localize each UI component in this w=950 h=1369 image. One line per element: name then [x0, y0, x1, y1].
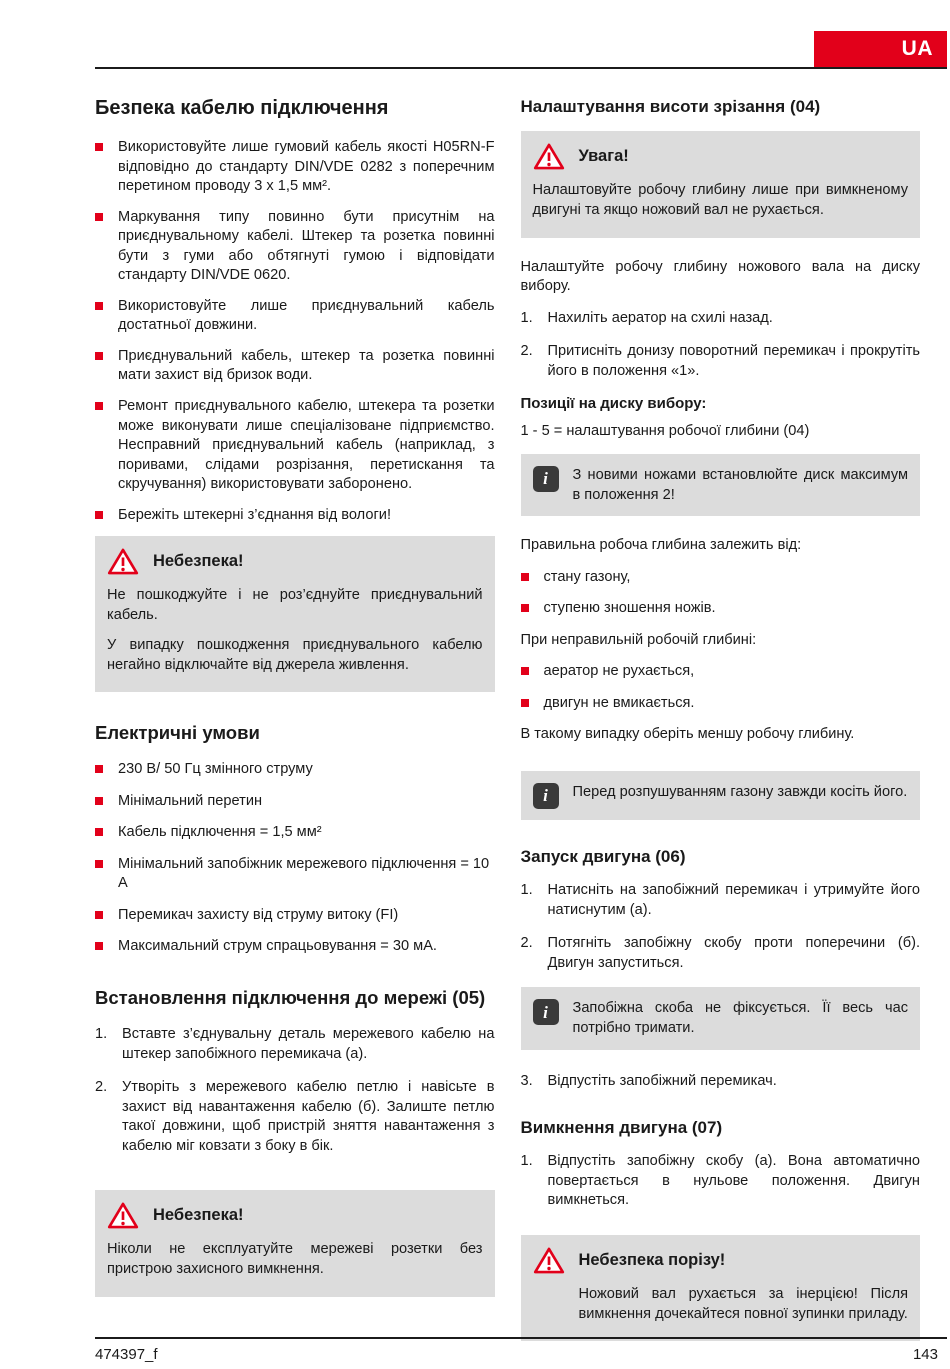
list-item — [521, 599, 921, 619]
notice-title: Небезпека порізу! — [578, 1250, 726, 1269]
danger-box-socket — [95, 1190, 495, 1296]
list-item — [95, 506, 495, 526]
notice-title: Увага! — [578, 147, 629, 166]
list-item — [95, 792, 495, 812]
bullet-square-icon — [95, 302, 103, 310]
step-text: Притисніть донизу поворотний перемикач і прокрутіть його в положення «1». — [547, 343, 920, 379]
step-text: Потягніть запобіжну скобу проти поперечини (б). Двигун запуститься. — [547, 935, 920, 971]
list-item — [95, 297, 495, 336]
info-box-new-blades — [521, 454, 921, 516]
list-item — [95, 823, 495, 843]
warning-triangle-icon — [107, 1201, 139, 1230]
list-item-text: Бережіть штекерні з’єднання від вологи! — [118, 506, 392, 523]
step-text: Відпустіть запобіжну скобу (а). Вона автоматично повертається в нульове положення. Двигун вимкнеться. — [547, 1153, 920, 1209]
danger-box-cable — [95, 536, 495, 692]
list-item — [95, 855, 495, 894]
list-item-text: Маркування типу повинно бути присутнім на приєднувальному кабелі. Штекер та розетка повинні бути з гуми або обтягнуті гумою і відповідати стандарту DIN/VDE 0620. — [118, 208, 495, 284]
list-item-text: Кабель підключення = 1,5 мм² — [118, 824, 322, 841]
bullet-square-icon — [521, 573, 529, 581]
engine-start-steps — [521, 881, 921, 973]
list-item-text: Максимальний струм спрацьовування = 30 мА. — [118, 938, 437, 955]
step-number: 2. — [520, 343, 533, 360]
bullet-square-icon — [95, 942, 103, 950]
list-item-text: Використовуйте лише приєднувальний кабель достатньої довжини. — [118, 297, 495, 334]
list-item-text: двигун не вмикається. — [543, 694, 695, 711]
list-item — [521, 694, 921, 714]
bullet-square-icon — [95, 143, 103, 151]
notice-paragraph: Ніколи не експлуатуйте мережеві розетки без пристрою захисного вимкнення. — [107, 1241, 483, 1278]
wrong-depth-note: В такому випадку оберіть меншу робочу глибину. — [520, 726, 855, 743]
bullet-square-icon — [95, 765, 103, 773]
step-number: 3. — [520, 1072, 533, 1089]
bullet-square-icon — [95, 828, 103, 836]
step-item — [521, 309, 921, 329]
step-number: 2. — [520, 935, 533, 952]
step-item — [521, 1072, 921, 1092]
step-item — [521, 342, 921, 381]
list-item — [95, 906, 495, 926]
step-text: Натисніть на запобіжний перемикач і утримуйте його натиснутим (а). — [547, 882, 920, 918]
info-icon: i — [533, 999, 559, 1025]
notice-paragraph: Ножовий вал рухається за інерцією! Після вимкнення дочекайтеся повної зупинки приладу. — [578, 1285, 908, 1323]
notice-title: Небезпека! — [153, 552, 244, 571]
language-badge: UA — [814, 31, 947, 67]
cable-safety-list — [95, 138, 495, 525]
positions-heading: Позиції на диску вибору: — [520, 395, 707, 413]
step-number: 2. — [95, 1079, 108, 1096]
list-item — [95, 937, 495, 957]
bullet-square-icon — [521, 604, 529, 612]
warning-triangle-icon — [533, 142, 565, 171]
list-item — [95, 138, 495, 197]
section-title-engine-start: Запуск двигуна (06) — [520, 846, 686, 866]
step-text: Вставте з’єднувальну деталь мережевого кабелю на штекер запобіжного перемикача (а). — [122, 1026, 495, 1062]
info-text: З новими ножами встановлюйте диск максимум в положення 2! — [572, 466, 908, 503]
info-icon: i — [533, 783, 559, 809]
step-number: 1. — [95, 1026, 108, 1042]
notice-header — [107, 1201, 483, 1230]
list-item-text: Перемикач захисту від струму витоку (FI) — [118, 906, 399, 923]
bullet-square-icon — [95, 402, 103, 410]
bullet-square-icon — [95, 352, 103, 360]
section-title-cutting-height: Налаштування висоти зрізання (04) — [520, 97, 821, 116]
warning-triangle-icon — [107, 547, 139, 576]
bullet-square-icon — [521, 667, 529, 675]
section-title-electrical: Електричні умови — [95, 721, 260, 743]
footer-doc-code: 474397_f — [95, 1346, 158, 1363]
info-box-safety-bar — [521, 987, 921, 1049]
footer-page-number: 143 — [912, 1346, 938, 1363]
list-item — [95, 397, 495, 495]
bullet-square-icon — [521, 699, 529, 707]
list-item-text: ступеню зношення ножів. — [543, 600, 716, 617]
info-text: Запобіжна скоба не фіксується. Її весь час потрібно тримати. — [572, 1000, 908, 1037]
engine-stop-steps — [521, 1152, 921, 1211]
list-item-text: Мінімальний перетин — [118, 792, 263, 809]
list-item-text: Використовуйте лише гумовий кабель якості H05RN-F відповідно до стандарту DIN/VDE 0282 з поперечним перетином проводу 3 х 1,5 мм². — [118, 139, 495, 195]
section-title-engine-stop: Вимкнення двигуна (07) — [520, 1118, 723, 1138]
list-item — [521, 662, 921, 682]
step-number: 1. — [520, 309, 533, 326]
bullet-square-icon — [95, 797, 103, 805]
notice-paragraph: У випадку пошкодження приєднувального кабелю негайно відключайте від джерела живлення. — [107, 636, 483, 673]
wrong-depth-list — [521, 662, 921, 713]
step-item — [95, 1078, 495, 1156]
step-item — [521, 934, 921, 973]
warning-triangle-icon — [533, 1246, 565, 1275]
notice-header — [107, 547, 483, 576]
wrong-depth-intro: При неправильній робочій глибині: — [520, 631, 757, 648]
list-item — [95, 347, 495, 386]
footer-divider — [95, 1337, 947, 1339]
intro-paragraph: Налаштуйте робочу глибину ножового вала на диску вибору. — [520, 258, 920, 295]
list-item-text: Приєднувальний кабель, штекер та розетка повинні мати захист від бризок води. — [118, 347, 495, 384]
bullet-square-icon — [95, 860, 103, 868]
list-item-text: 230 В/ 50 Гц змінного струму — [118, 760, 313, 777]
bullet-square-icon — [95, 213, 103, 221]
list-item — [95, 760, 495, 780]
bullet-square-icon — [95, 511, 103, 519]
list-item-text: аератор не рухається, — [543, 663, 695, 680]
section-title-cable-safety: Безпека кабелю підключення — [95, 97, 389, 119]
list-item — [95, 208, 495, 286]
step-text: Відпустіть запобіжний перемикач. — [547, 1072, 777, 1089]
info-icon: i — [533, 466, 559, 492]
list-item — [521, 568, 921, 588]
list-item-text: Ремонт приєднувального кабелю, штекера та розетки може виконувати лише спеціалізоване підприємство. Несправний приєднувальний кабель (наприклад, з поривами, слідами розрізання, перетискання та скручування) використовувати заборонено. — [118, 398, 495, 493]
notice-header — [533, 1246, 909, 1275]
right-column — [521, 86, 921, 1361]
list-item-text: стану газону, — [543, 568, 631, 585]
step-item — [521, 881, 921, 920]
engine-start-step-3 — [521, 1072, 921, 1092]
list-item-text: Мінімальний запобіжник мережевого підключення = 10 А — [118, 855, 490, 892]
notice-title: Небезпека! — [153, 1206, 244, 1225]
warning-box-depth — [521, 131, 921, 237]
info-box-mow-first — [521, 771, 921, 820]
info-text: Перед розпушуванням газону завжди косіть його. — [572, 783, 908, 800]
bullet-square-icon — [95, 911, 103, 919]
page-content — [95, 86, 920, 1361]
depth-depends-intro: Правильна робоча глибина залежить від: — [520, 537, 802, 554]
cutting-height-steps — [521, 309, 921, 382]
danger-box-cut — [521, 1235, 921, 1341]
step-number: 1. — [520, 1153, 533, 1170]
step-item — [95, 1025, 495, 1064]
positions-line: 1 - 5 = налаштування робочої глибини (04) — [520, 423, 810, 440]
depth-depends-list — [521, 568, 921, 619]
electrical-list — [95, 760, 495, 957]
notice-paragraph: Не пошкоджуйте і не роз’єднуйте приєднувальний кабель. — [107, 587, 483, 624]
step-text: Утворіть з мережевого кабелю петлю і навісьте в захист від навантаження кабелю (б). Залиште петлю такої довжини, щоб пристрій зняття навантаження з кабелю міг ковзати з боку в бік. — [122, 1079, 495, 1154]
left-column — [95, 86, 495, 1361]
notice-header — [533, 142, 909, 171]
section-title-mains-connection: Встановлення підключення до мережі (05) — [95, 986, 486, 1008]
mains-connection-steps — [95, 1025, 495, 1156]
notice-paragraph: Налаштовуйте робочу глибину лише при вимкненому двигуні та якщо ножовий вал не рухається. — [532, 182, 908, 219]
step-text: Нахиліть аератор на схилі назад. — [547, 309, 773, 326]
header-divider — [95, 67, 947, 69]
step-number: 1. — [520, 882, 533, 899]
step-item — [521, 1152, 921, 1211]
